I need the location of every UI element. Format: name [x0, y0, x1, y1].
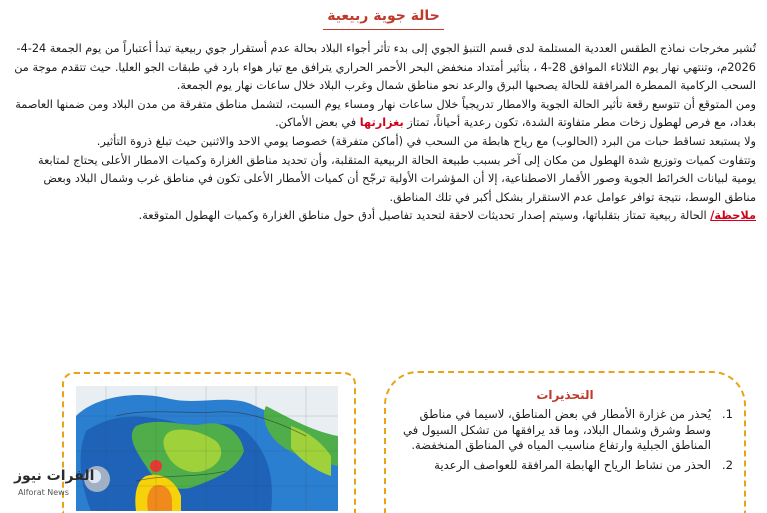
- warning-text: الحذر من نشاط الرياح الهابطة المرافقة للعواصف الرعدية: [434, 457, 711, 472]
- rainfall-map: [76, 386, 338, 511]
- note-text: الحالة ربيعية تمتاز بتقلباتها، وسيتم إصدار تحديثات لاحقة لتحديد تفاصيل أدق حول مناطق الغزارة وكميات الهطول المتوقعة.: [138, 209, 711, 223]
- note-label: ملاحظة/: [710, 209, 756, 223]
- warning-item: [398, 458, 733, 474]
- page-title: حالة جوية ربيعية: [327, 8, 440, 24]
- bulletin-body: [14, 40, 756, 226]
- warning-number: 2.: [721, 457, 733, 472]
- title-underline: [323, 29, 444, 30]
- paragraph-2-end: في بعض الأماكن.: [275, 116, 360, 130]
- paragraph-2-text: ومن المتوقع أن تتوسع رقعة تأثير الحالة الجوية والامطار تدريجياً خلال ساعات نهار ومساء يوم السبت، لتشمل مناطق متفرقة من مدن البلاد ومن ضمنها العاصمة بغداد، مع فرص لهطول زخات مطر متفاوتة الشدة، تكون رعدية أحياناً، تمتاز: [15, 97, 756, 130]
- warning-text: يُحذر من غزارة الأمطار في بعض المناطق، لاسيما في مناطق وسط وشرق وشمال البلاد، وما قد يرافقها من تشكل السيول في المناطق الجبلية وارتفاع مناسيب المياه في المناطق المنخفضة.: [402, 407, 711, 453]
- paragraph-1: تُشير مخرجات نماذج الطقس العددية المستلمة لدى قسم التنبؤ الجوي إلى بدء تأثر أجواء البلاد بحالة عدم أستقرار جوي ربيعية تبدأ أعتباراً من يوم الجمعة 24-4-2026م، وتنتهي نهار يوم الثلاثاء الموافق 28-4 ، بتأثير أمتداد منخفض البحر الأحمر الحراري يترافق مع تيار هواء بارد في طبقات الجو العليا. حيث تتقدم موجة من السحب الركامية الممطرة المرافقة للحالة يصحبها البرق والرعد نحو مناطق شمال وغرب البلاد خلال ساعات نهار يوم الجمعة.: [14, 42, 756, 93]
- rainfall-map-graphic: [76, 386, 338, 511]
- warnings-list: [398, 407, 733, 477]
- paragraph-2: [14, 96, 756, 133]
- paragraph-4: وتتفاوت كميات وتوزيع شدة الهطول من مكان إلى آخر بسبب طبيعة الحالة الربيعية المتقلبة، وأن تحديد مناطق الغزارة وكميات الامطار الأعلى يحتاج لمتابعة يومية لبيانات الخرائط الجوية وصور الأقمار الاصطناعية، إلا أن المؤشرات الأولية ترجّح أن كميات الأمطار الأعلى تكون في مناطق غرب وشمال البلاد وبعض مناطق الوسط، نتيجة توافر عوامل عدم الاستقرار بشكل أكبر في تلك المناطق.: [38, 153, 756, 204]
- logo-english-text: Alforat News: [18, 488, 69, 497]
- warning-item: [398, 407, 733, 454]
- note-paragraph: [14, 207, 756, 226]
- emphasis-heavy-rain: بغزارتها: [359, 116, 404, 130]
- warning-number: 1.: [721, 407, 733, 421]
- warnings-title: التحذيرات: [536, 388, 594, 402]
- logo-arabic-text: الفرات نيوز: [14, 468, 95, 484]
- paragraph-3: ولا يستبعد تساقط حبات من البرد (الحالوب) مع رياح هابطة من السحب في (أماكن متفرقة) خصوصا يومي الاحد والاثنين حيث تبلغ ذروة التأثير.: [96, 134, 756, 148]
